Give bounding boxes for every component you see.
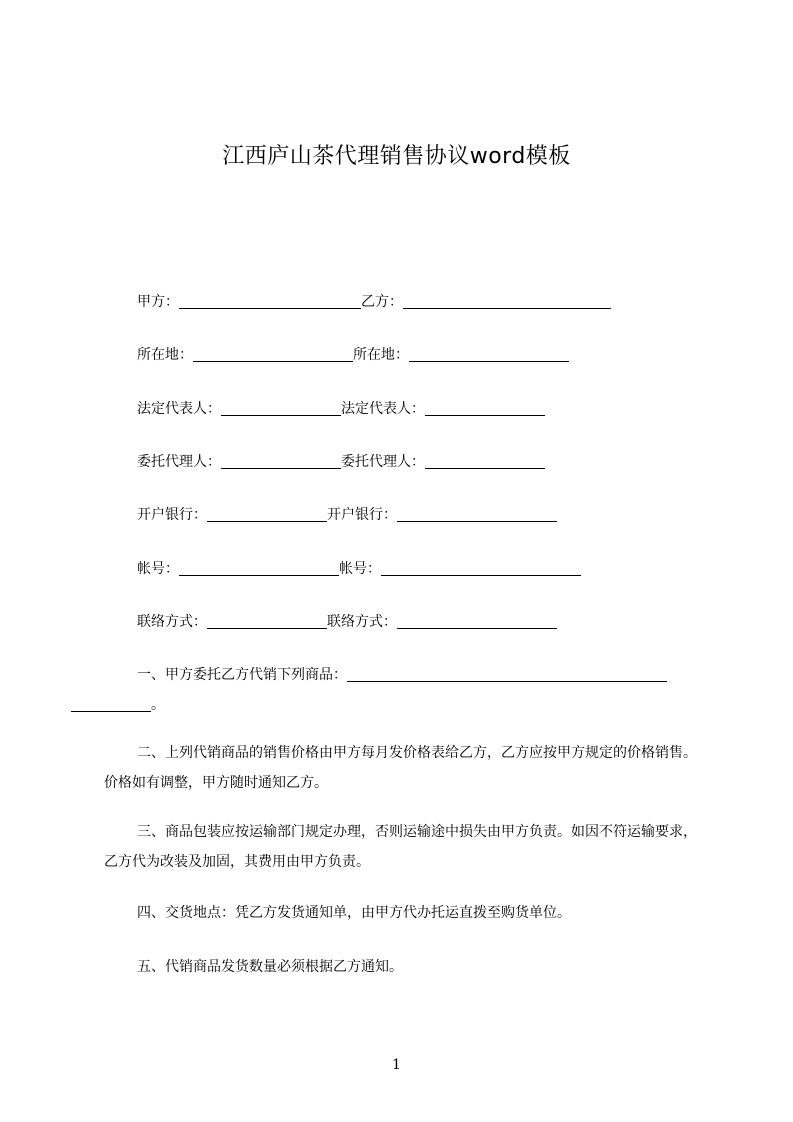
party-a-location-label: 所在地：	[137, 347, 193, 363]
field-row-bank	[137, 505, 557, 525]
party-b-legal-rep-blank	[425, 401, 545, 416]
field-row-agent	[137, 452, 545, 472]
field-row-account	[137, 559, 581, 579]
party-b-agent-blank	[425, 454, 545, 469]
party-b-location-blank	[409, 347, 569, 362]
field-row-party	[137, 292, 611, 312]
field-row-contact	[137, 612, 557, 632]
clause-1-blank-a	[347, 667, 667, 682]
page-number: 1	[392, 1057, 401, 1073]
clause-1	[104, 660, 704, 720]
party-a-agent-label: 委托代理人：	[137, 454, 221, 470]
party-a-account-label: 帐号：	[137, 561, 179, 577]
party-a-bank-label: 开户银行：	[137, 507, 207, 523]
party-a-blank	[179, 294, 361, 309]
party-a-legal-rep-label: 法定代表人：	[137, 401, 221, 417]
clause-5: 五、代销商品发货数量必须根据乙方通知。	[137, 959, 403, 975]
party-a-contact-label: 联络方式：	[137, 614, 207, 630]
clause-1-end: 。	[151, 697, 165, 713]
party-b-legal-rep-label: 法定代表人：	[341, 401, 425, 417]
party-b-blank	[403, 294, 611, 309]
clause-1-blank-b	[71, 697, 151, 712]
party-b-bank-label: 开户银行：	[327, 507, 397, 523]
party-b-account-label: 帐号：	[339, 561, 381, 577]
party-a-contact-blank	[207, 614, 327, 629]
clause-3: 三、商品包装应按运输部门规定办理，否则运输途中损失由甲方负责。如因不符运输要求，乙方代为改装及加固，其费用由甲方负责。	[104, 824, 697, 870]
document-title: 江西庐山茶代理销售协议word模板	[222, 144, 571, 169]
party-b-bank-blank	[397, 507, 557, 522]
party-b-contact-label: 联络方式：	[327, 614, 397, 630]
field-row-location	[137, 345, 569, 365]
party-b-contact-blank	[397, 614, 557, 629]
party-a-label: 甲方：	[137, 294, 179, 310]
party-b-agent-label: 委托代理人：	[341, 454, 425, 470]
party-a-location-blank	[193, 347, 353, 362]
party-b-location-label: 所在地：	[353, 347, 409, 363]
party-b-label: 乙方：	[361, 294, 403, 310]
party-a-legal-rep-blank	[221, 401, 341, 416]
clause-2: 二、上列代销商品的销售价格由甲方每月发价格表给乙方，乙方应按甲方规定的价格销售。价格如有调整，甲方随时通知乙方。	[104, 745, 697, 791]
party-a-bank-blank	[207, 507, 327, 522]
party-a-account-blank	[179, 561, 339, 576]
party-a-agent-blank	[221, 454, 341, 469]
clause-1-text: 一、甲方委托乙方代销下列商品：	[137, 667, 347, 683]
party-b-account-blank	[381, 561, 581, 576]
clause-4: 四、交货地点：凭乙方发货通知单，由甲方代办托运直拨至购货单位。	[137, 905, 571, 921]
field-row-legal-rep	[137, 399, 545, 419]
